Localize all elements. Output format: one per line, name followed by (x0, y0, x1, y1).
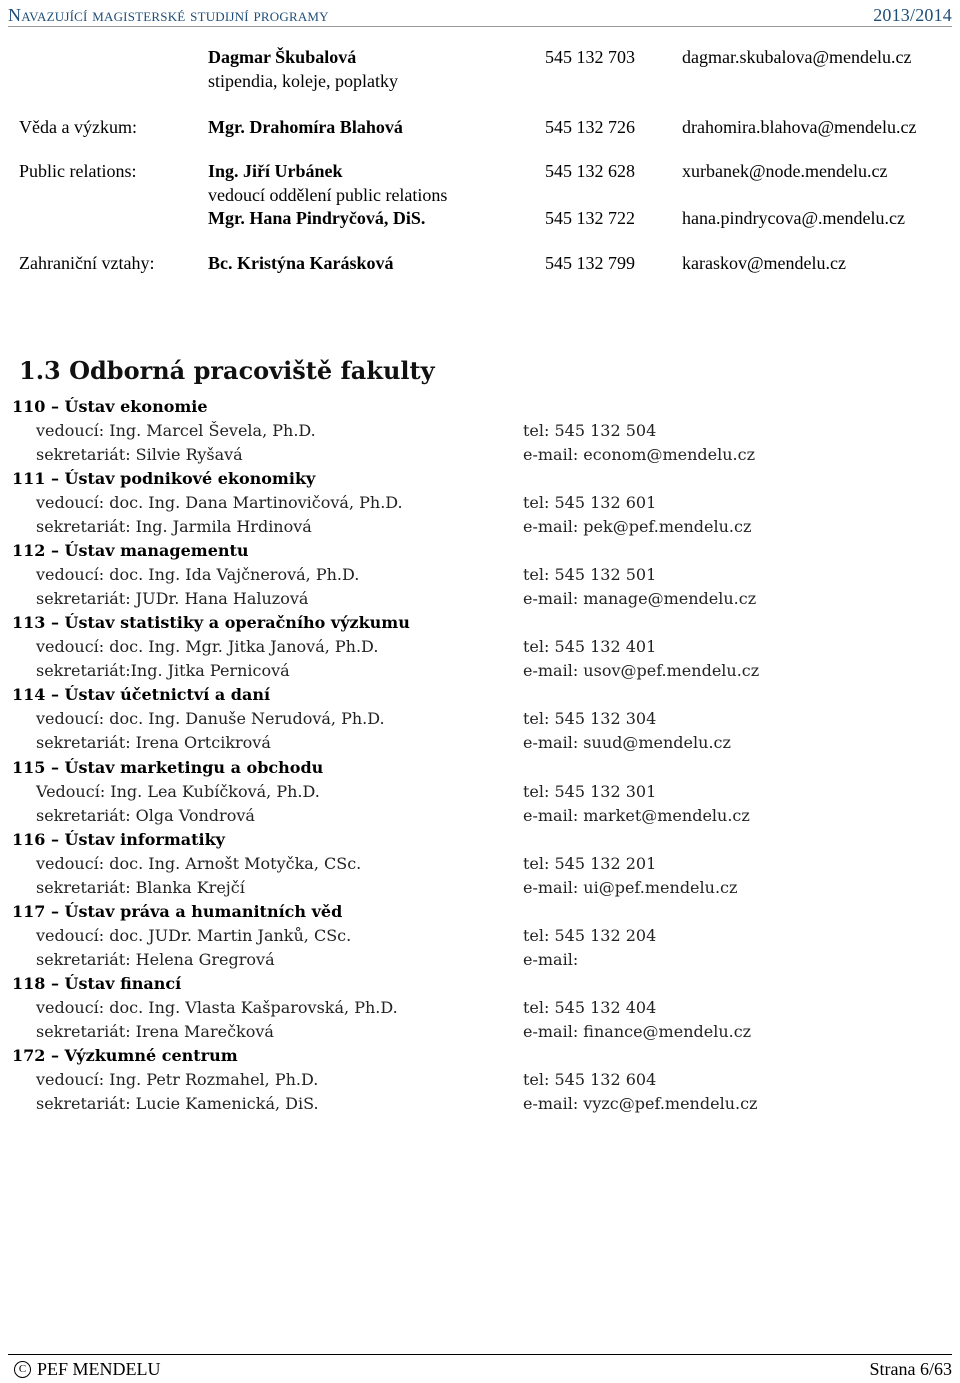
department-title: 114 – Ústav účetnictví a daní (12, 685, 271, 704)
contact-email[interactable]: dagmar.skubalova@mendelu.cz (682, 47, 912, 67)
department-secretary: sekretariát: JUDr. Hana Haluzová (36, 589, 309, 608)
department-email[interactable]: e-mail: suud@mendelu.cz (523, 733, 731, 752)
contact-phone: 545 132 703 (545, 47, 635, 67)
academic-year: 2013/2014 (873, 5, 952, 25)
department-tel: tel: 545 132 201 (523, 854, 657, 873)
department-secretary: sekretariát: Silvie Ryšavá (36, 445, 243, 464)
contact-phone: 545 132 722 (545, 208, 635, 228)
department-secretary: sekretariát: Olga Vondrová (36, 806, 255, 825)
contact-name: Bc. Kristýna Karásková (208, 253, 394, 273)
contact-phone: 545 132 726 (545, 117, 635, 137)
department-title: 112 – Ústav managementu (12, 541, 249, 560)
department-head: vedoucí: doc. Ing. Vlasta Kašparovská, Ph.D. (36, 998, 398, 1017)
department-secretary: sekretariát: Blanka Krejčí (36, 878, 245, 897)
department-email[interactable]: e-mail: market@mendelu.cz (523, 806, 750, 825)
page-number: Strana 6/63 (869, 1358, 952, 1379)
department-secretary: sekretariát: Helena Gregrová (36, 950, 275, 969)
contact-name: Dagmar Škubalová (208, 47, 357, 67)
department-secretary: sekretariát: Ing. Jarmila Hrdinová (36, 517, 312, 536)
department-email[interactable]: e-mail: econom@mendelu.cz (523, 445, 756, 464)
department-head: vedoucí: doc. Ing. Mgr. Jitka Janová, Ph.D. (36, 637, 379, 656)
department-head: vedoucí: Ing. Petr Rozmahel, Ph.D. (36, 1070, 319, 1089)
department-title: 116 – Ústav informatiky (12, 830, 225, 849)
department-email[interactable]: e-mail: manage@mendelu.cz (523, 589, 757, 608)
page-header (8, 0, 952, 27)
department-secretary: sekretariát:Ing. Jitka Pernicová (36, 661, 290, 680)
contact-phone: 545 132 628 (545, 161, 635, 181)
department-tel: tel: 545 132 601 (523, 493, 657, 512)
copyright-icon: C (14, 1361, 31, 1378)
department-tel: tel: 545 132 204 (523, 926, 657, 945)
contact-note: stipendia, koleje, poplatky (208, 71, 398, 91)
department-title: 113 – Ústav statistiky a operačního výzkumu (12, 613, 410, 632)
program-title: Navazující magisterské studijní programy (8, 5, 329, 25)
department-secretary: sekretariát: Irena Ortcikrová (36, 733, 271, 752)
department-head: vedoucí: doc. Ing. Danuše Nerudová, Ph.D. (36, 709, 385, 728)
page-footer (8, 1354, 952, 1383)
department-title: 172 – Výzkumné centrum (12, 1046, 238, 1065)
contact-email[interactable]: hana.pindrycova@.mendelu.cz (682, 208, 905, 228)
department-secretary: sekretariát: Lucie Kamenická, DiS. (36, 1094, 319, 1113)
department-title: 118 – Ústav financí (12, 974, 182, 993)
contact-label: Public relations: (19, 161, 137, 181)
footer-brand-group (8, 1359, 161, 1380)
department-email[interactable]: e-mail: pek@pef.mendelu.cz (523, 517, 752, 536)
department-tel: tel: 545 132 404 (523, 998, 657, 1017)
department-tel: tel: 545 132 504 (523, 421, 657, 440)
department-head: vedoucí: doc. Ing. Ida Vajčnerová, Ph.D. (36, 565, 360, 584)
department-head: vedoucí: Ing. Marcel Ševela, Ph.D. (36, 421, 316, 440)
department-tel: tel: 545 132 401 (523, 637, 657, 656)
contact-note: vedoucí oddělení public relations (208, 185, 448, 205)
contact-email[interactable]: drahomira.blahova@mendelu.cz (682, 117, 917, 137)
department-secretary: sekretariát: Irena Marečková (36, 1022, 274, 1041)
department-tel: tel: 545 132 604 (523, 1070, 657, 1089)
contact-email[interactable]: xurbanek@node.mendelu.cz (682, 161, 888, 181)
department-tel: tel: 545 132 501 (523, 565, 657, 584)
department-tel: tel: 545 132 301 (523, 782, 657, 801)
department-email[interactable]: e-mail: ui@pef.mendelu.cz (523, 878, 738, 897)
department-email[interactable]: e-mail: finance@mendelu.cz (523, 1022, 752, 1041)
department-email[interactable]: e-mail: vyzc@pef.mendelu.cz (523, 1094, 758, 1113)
department-head: vedoucí: doc. Ing. Arnošt Motyčka, CSc. (36, 854, 362, 873)
contact-label: Věda a výzkum: (19, 117, 137, 137)
contact-name: Mgr. Drahomíra Blahová (208, 117, 403, 137)
department-email[interactable]: e-mail: (523, 950, 579, 969)
department-head: vedoucí: doc. Ing. Dana Martinovičová, Ph.D. (36, 493, 403, 512)
department-head: Vedoucí: Ing. Lea Kubíčková, Ph.D. (36, 782, 320, 801)
department-title: 111 – Ústav podnikové ekonomiky (12, 469, 316, 488)
department-tel: tel: 545 132 304 (523, 709, 657, 728)
footer-brand: PEF MENDELU (37, 1358, 161, 1379)
contact-label: Zahraniční vztahy: (19, 253, 155, 273)
contact-name: Mgr. Hana Pindryčová, DiS. (208, 208, 426, 228)
department-head: vedoucí: doc. JUDr. Martin Janků, CSc. (36, 926, 352, 945)
department-title: 115 – Ústav marketingu a obchodu (12, 758, 324, 777)
contact-phone: 545 132 799 (545, 253, 635, 273)
department-title: 117 – Ústav práva a humanitních věd (12, 902, 343, 921)
section-title: 1.3 Odborná pracoviště fakulty (19, 356, 435, 385)
contact-email[interactable]: karaskov@mendelu.cz (682, 253, 847, 273)
department-title: 110 – Ústav ekonomie (12, 397, 208, 416)
contact-name: Ing. Jiří Urbánek (208, 161, 343, 181)
department-email[interactable]: e-mail: usov@pef.mendelu.cz (523, 661, 760, 680)
